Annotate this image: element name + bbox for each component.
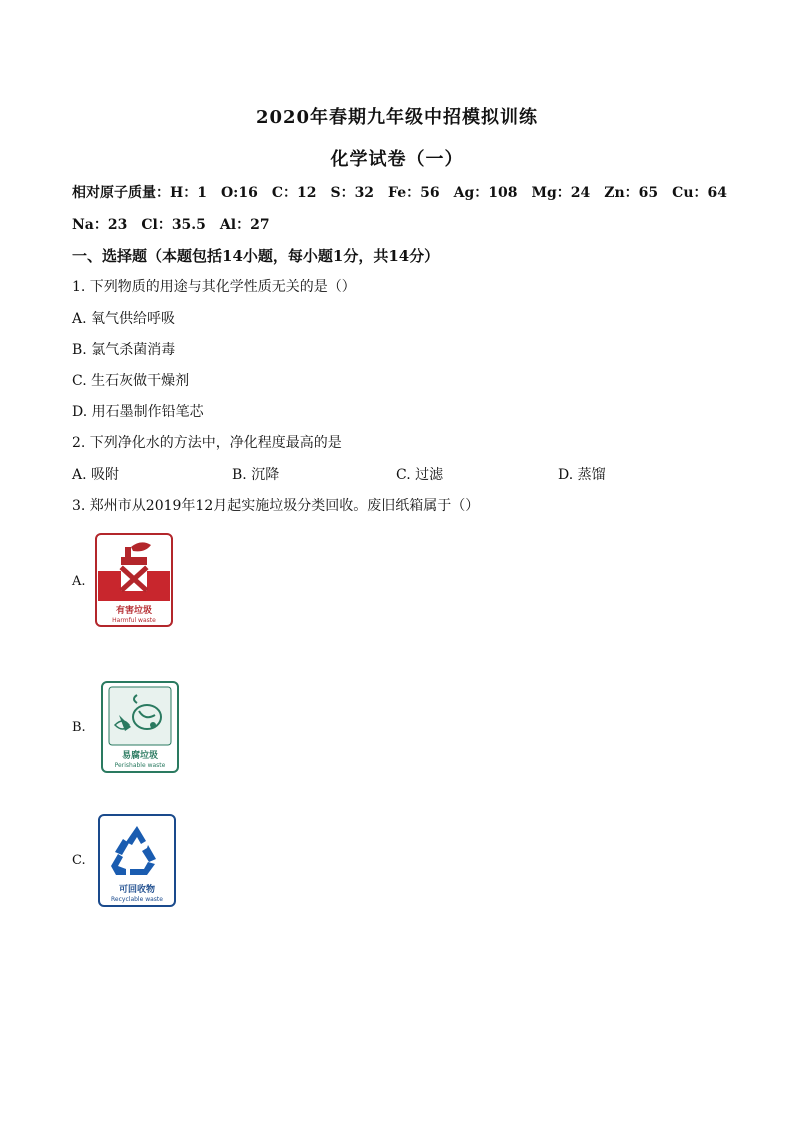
atomic-mass: C：12 (271, 185, 317, 201)
atomic-mass: Zn：65 (604, 185, 659, 201)
atomic-masses-line-2 (72, 214, 284, 234)
atomic-masses-label: 相对原子质量： (72, 185, 170, 201)
atomic-mass: Na：23 (72, 217, 128, 233)
page-subtitle: 化学试卷（一） (330, 149, 464, 170)
question-3-stem: 3. 郑州市从2019年12月起实施垃圾分类回收。废旧纸箱属于（） (72, 498, 480, 514)
perishable-waste-sign (101, 681, 179, 773)
atomic-mass: Cl：35.5 (141, 217, 206, 233)
perishable-sign-en: Perishable waste (114, 762, 166, 769)
recyclable-sign-en: Recyclable waste (111, 896, 163, 903)
harmful-sign-en: Harmful waste (112, 617, 156, 624)
perishable-sign-cn: 易腐垃圾 (121, 751, 159, 761)
atomic-mass: H：1 (170, 185, 207, 201)
atomic-masses-line-1 (72, 182, 741, 202)
question-1-option-a: A. 氧气供给呼吸 (72, 311, 176, 327)
question-3-option-b-label: B. (72, 720, 86, 735)
atomic-mass: Al：27 (219, 217, 270, 233)
question-1-option-b: B. 氯气杀菌消毒 (72, 342, 176, 358)
page-title: 2020年春期九年级中招模拟训练 (255, 107, 539, 128)
atomic-mass: S：32 (330, 185, 375, 201)
recyclable-waste-sign (98, 814, 176, 907)
harmful-sign-cn: 有害垃圾 (115, 606, 153, 616)
question-1-option-c: C. 生石灰做干燥剂 (72, 373, 190, 389)
harmful-waste-sign (95, 533, 173, 627)
atomic-mass: Mg：24 (531, 185, 591, 201)
question-2-option-c: C. 过滤 (396, 467, 444, 483)
section-heading: 一、选择题（本题包括14小题，每小题1分，共14分） (72, 247, 440, 265)
question-2-option-b: B. 沉降 (232, 467, 280, 483)
atomic-mass: Ag：108 (453, 185, 518, 201)
atomic-mass: Fe：56 (388, 185, 440, 201)
question-1-stem: 1. 下列物质的用途与其化学性质无关的是（） (72, 279, 356, 295)
question-3-option-a-label: A. (72, 574, 86, 589)
question-3-option-c-label: C. (72, 853, 86, 868)
atomic-mass: O:16 (220, 185, 258, 201)
recyclable-sign-cn: 可回收物 (118, 885, 156, 895)
question-1-option-d: D. 用石墨制作铅笔芯 (72, 404, 204, 420)
atomic-mass: Cu：64 (672, 185, 727, 201)
question-2-option-a: A. 吸附 (72, 467, 120, 483)
question-2-option-d: D. 蒸馏 (558, 467, 606, 483)
question-2-stem: 2. 下列净化水的方法中，净化程度最高的是 (72, 435, 342, 451)
